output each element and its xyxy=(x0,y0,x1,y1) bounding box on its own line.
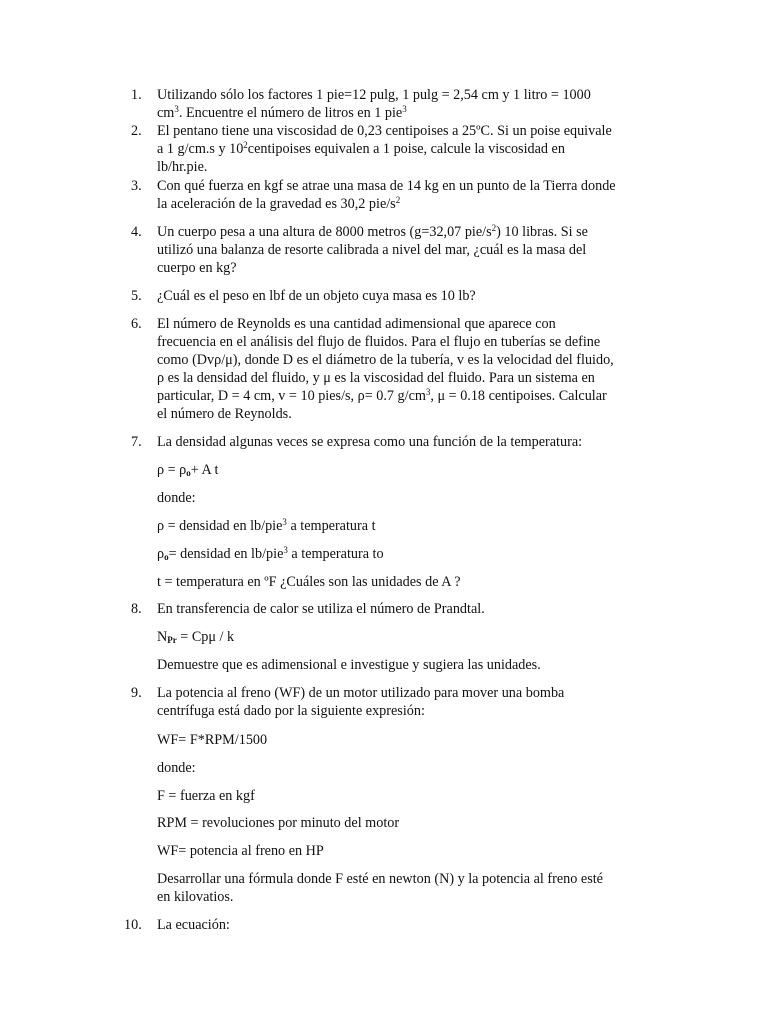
superscript: 3 xyxy=(283,545,288,555)
superscript: 3 xyxy=(425,387,431,397)
subscript: Pr xyxy=(167,635,177,645)
exercise-number: 7. xyxy=(131,434,142,450)
exercise-text-line: ρ es la densidad del fluido, y μ es la viscosidad del fluido. Para un sistema en xyxy=(157,370,595,386)
exercise-text-line: Un cuerpo pesa a una altura de 8000 metros (g=32,07 pie/$s^2$) 10 libras. Si se xyxy=(157,223,588,240)
exercise-number: 2. xyxy=(131,123,142,139)
exercise-text-line: La densidad algunas veces se expresa como una función de la temperatura: xyxy=(157,434,583,450)
exercise-text-line: Utilizando sólo los factores 1 pie=12 pulg, 1 pulg = 2,54 cm y 1 litro = 1000 xyxy=(157,87,591,103)
exercise-number: 1. xyxy=(131,87,142,103)
exercise-text-line: frecuencia en el análisis del flujo de fluidos. Para el flujo en tuberías se define xyxy=(157,334,601,350)
exercise-number: 3. xyxy=(131,178,142,194)
exercise-text-line: F = fuerza en kgf xyxy=(157,788,255,804)
exercise-text-line: $\rho_o=$ densidad en lb/pie$^3$ a temperatura to xyxy=(157,545,384,562)
exercise-text-line: $N_{Pr} = Cp\mu / k$ xyxy=(157,629,235,645)
superscript: 3 xyxy=(174,104,179,114)
exercise-text-line: La ecuación: xyxy=(157,917,230,933)
exercise-text-line: donde: xyxy=(157,760,196,776)
exercise-number: 10. xyxy=(124,917,142,933)
exercise-text-line: centrífuga está dado por la siguiente expresión: xyxy=(157,703,425,719)
exercise-text-line: la aceleración de la gravedad es 30,2 pie/$s^2$ xyxy=(157,195,401,212)
exercise-text-line: $cm^3$. Encuentre el número de litros en 1 pie$^3$ xyxy=(157,104,407,121)
exercise-text-line: a 1 g/cm.s y $10^2centipoises$ equivalen a 1 poise, calcule la viscosidad en xyxy=(157,140,565,157)
exercise-text-line: el número de Reynolds. xyxy=(157,406,292,422)
exercise-number: 4. xyxy=(131,224,142,240)
exercise-text-line: cuerpo en kg? xyxy=(157,260,237,276)
exercise-number: 9. xyxy=(131,685,142,701)
superscript: 3 xyxy=(282,517,287,527)
exercise-text-line: $\rho = \rho_o+ A$ t xyxy=(157,462,219,478)
exercise-text-line: lb/hr.pie. xyxy=(157,159,208,175)
exercise-text-line: ρ = densidad en lb/pie$^3$ a temperatura t xyxy=(157,517,376,534)
exercise-text-line: en kilovatios. xyxy=(157,889,234,905)
subscript: o xyxy=(186,468,191,478)
exercise-text-line: utilizó una balanza de resorte calibrada a nivel del mar, ¿cuál es la masa del xyxy=(157,242,587,258)
exercise-text-line: t = temperatura en ºF ¿Cuáles son las unidades de A ? xyxy=(157,574,461,590)
exercise-text-line: WF= F*RPM/1500 xyxy=(157,732,268,748)
exercise-text-line: El número de Reynolds es una cantidad adimensional que aparece con xyxy=(157,316,556,332)
exercise-text-line: La potencia al freno (WF) de un motor utilizado para mover una bomba xyxy=(157,685,565,701)
exercise-text-line: Desarrollar una fórmula donde F esté en newton (N) y la potencia al freno esté xyxy=(157,871,603,887)
exercise-number: 6. xyxy=(131,316,142,332)
exercise-text-line: En transferencia de calor se utiliza el número de Prandtal. xyxy=(157,601,485,617)
superscript: 2 xyxy=(491,223,497,233)
exercise-text-line: ¿Cuál es el peso en lbf de un objeto cuya masa es 10 lb? xyxy=(157,288,476,304)
superscript: 2 xyxy=(243,140,248,150)
exercise-text-line: Demuestre que es adimensional e investigue y sugiera las unidades. xyxy=(157,657,541,673)
exercise-text-line: donde: xyxy=(157,490,196,506)
subscript: o xyxy=(164,552,169,562)
superscript: 3 xyxy=(402,104,407,114)
exercise-text-line: Con qué fuerza en kgf se atrae una masa de 14 kg en un punto de la Tierra donde xyxy=(157,178,616,194)
exercise-text-line: El pentano tiene una viscosidad de 0,23 centipoises a 25ºC. Si un poise equivale xyxy=(157,123,612,139)
exercise-text-line: como (Dvρ/μ), donde D es el diámetro de la tubería, v es la velocidad del fluido, xyxy=(157,352,614,368)
exercise-text-line: particular, D = 4 cm, v = 10 pies/s, ρ= 0.7 $g/cm^3$, μ = 0.18 centipoises. Calcular xyxy=(157,387,607,404)
superscript: 2 xyxy=(395,195,401,205)
exercise-text-line: RPM = revoluciones por minuto del motor xyxy=(157,815,400,831)
exercise-number: 5. xyxy=(131,288,142,304)
exercise-text-line: WF= potencia al freno en HP xyxy=(157,843,324,859)
exercise-number: 8. xyxy=(131,601,142,617)
